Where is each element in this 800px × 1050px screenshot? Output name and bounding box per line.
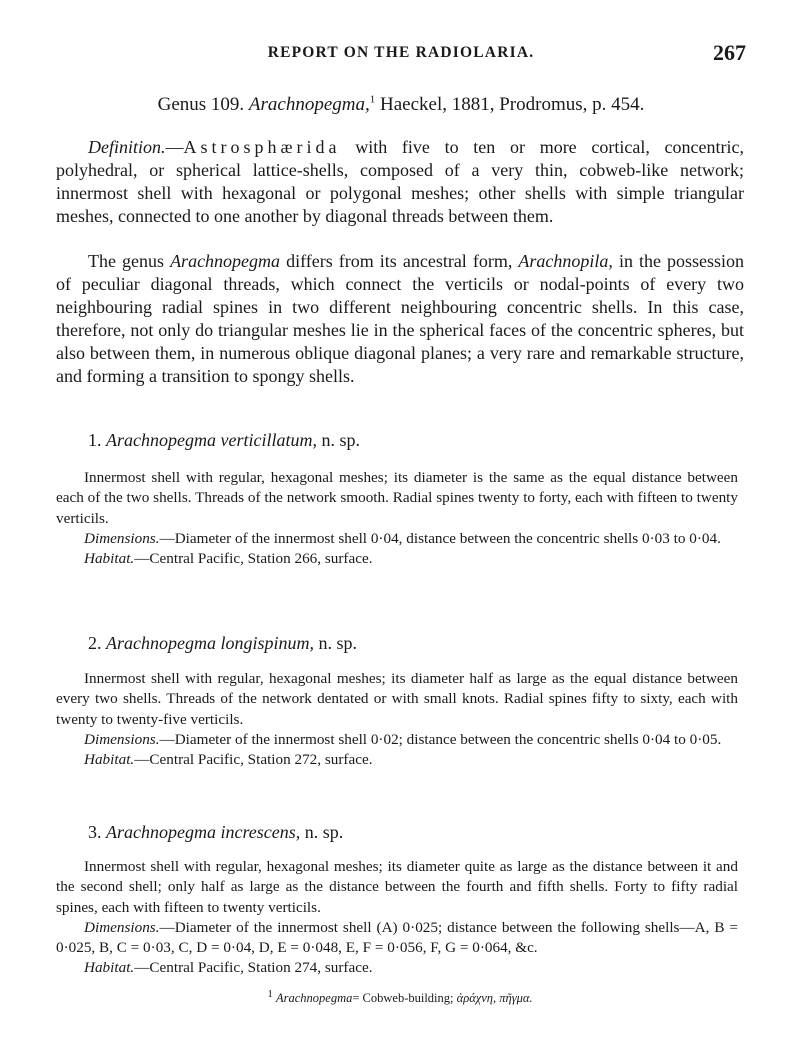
page-header <box>56 38 746 68</box>
page-number: 267 <box>713 40 746 65</box>
dimensions-label: Dimensions. <box>84 529 160 547</box>
dimensions-text: —Diameter of the innermost shell 0·02; distance between the concentric shells 0·04 to 0·05. <box>159 730 722 748</box>
definition-text: with five to ten or more cortical, concentric, polyhedral, or spherical lattice-shells, composed of a very thin, cobweb-like network; innermost shell with hexagonal or polygonal meshes; other shells with simple triangular meshes, connected to one another by diagonal threads between them. <box>56 137 744 226</box>
species-heading <box>88 633 357 654</box>
remarks-genus-name: Arachnopegma <box>170 251 281 271</box>
species-dimensions <box>56 918 738 959</box>
remarks-mid: differs from its ancestral form, <box>286 251 513 271</box>
species-description: Innermost shell with regular, hexagonal meshes; its diameter is the same as the equal distance between each of the two shells. Threads of the network smooth. Radial spines twenty to forty, each with fifteen to twenty verticils. <box>56 469 738 527</box>
footnote <box>0 987 800 1006</box>
species-description: Innermost shell with regular, hexagonal meshes; its diameter quite as large as the distance between it and the second shell; only half as large as the distance between the fourth and fifth shells. Forty to fifty radial spines, each with fifteen to twenty verticils. <box>56 858 738 916</box>
species-dimensions <box>56 529 738 549</box>
dimensions-text: —Diameter of the innermost shell (A) 0·025; distance between the following shells—A, B = 0·025, B, C = 0·03, C, D = 0·04, D, E = 0·048, E, F = 0·056, F, G = 0·064, &c. <box>56 918 738 957</box>
remarks-ancestor: Arachnopila, <box>518 251 613 271</box>
genus-prefix: Genus 109. <box>157 94 245 115</box>
species-suffix: n. sp. <box>321 430 360 450</box>
footnote-greek: ἀράχνη, πῆγμα. <box>456 991 533 1005</box>
footnote-text: = Cobweb-building; <box>352 991 454 1005</box>
remarks-rest: in the possession of peculiar diagonal threads, which connect the verticils or nodal-points of every two neighbouring radial spines in two different neighbouring concentric shells. In this case, therefore, not only do triangular meshes lie in the spherical faces of the concentric spheres, but also between them, in numerous oblique diagonal planes; a very rare and remarkable structure, and forming a transition to spongy shells. <box>56 251 745 386</box>
species-description: Innermost shell with regular, hexagonal meshes; its diameter half as large as the equal distance between every two shells. Threads of the network dentated or with small knots. Radial spines fifty to sixty, each with twenty to twenty-five verticils. <box>56 670 738 728</box>
species-description-block <box>56 468 738 569</box>
species-heading <box>88 430 360 451</box>
species-description-block <box>56 669 738 770</box>
dimensions-label: Dimensions. <box>84 730 160 748</box>
species-suffix: n. sp. <box>304 822 344 842</box>
species-suffix: n. sp. <box>318 633 357 653</box>
habitat-label: Habitat. <box>84 959 135 977</box>
genus-name: Arachnopegma, <box>248 94 370 115</box>
habitat-text: —Central Pacific, Station 272, surface. <box>134 751 373 769</box>
species-habitat <box>56 958 738 978</box>
habitat-text: —Central Pacific, Station 274, surface. <box>134 959 373 977</box>
footnote-number: 1 <box>267 987 273 1000</box>
remarks-paragraph <box>56 250 744 388</box>
definition-paragraph <box>56 136 744 228</box>
species-number: 3. <box>88 822 102 842</box>
definition-dash: — <box>165 137 184 157</box>
species-dimensions <box>56 730 738 750</box>
species-habitat <box>56 750 738 770</box>
remarks-lead: The genus <box>88 251 165 271</box>
dimensions-label: Dimensions. <box>84 918 160 936</box>
running-title: REPORT ON THE RADIOLARIA. <box>267 44 535 61</box>
species-habitat <box>56 549 738 569</box>
definition-label: Definition. <box>88 137 166 157</box>
habitat-label: Habitat. <box>84 550 135 568</box>
definition-group: Astrosphærida <box>183 137 341 157</box>
habitat-label: Habitat. <box>84 751 135 769</box>
habitat-text: —Central Pacific, Station 266, surface. <box>134 550 373 568</box>
genus-heading <box>56 94 746 116</box>
species-number: 1. <box>88 430 102 450</box>
species-description-block <box>56 857 738 979</box>
species-heading <box>88 822 343 843</box>
genus-citation: Haeckel, 1881, Prodromus, p. 454. <box>380 94 645 115</box>
footnote-mark: 1 <box>369 93 376 106</box>
species-name: Arachnopegma increscens, <box>106 822 301 842</box>
footnote-term: Arachnopegma <box>275 991 353 1005</box>
species-number: 2. <box>88 633 102 653</box>
dimensions-text: —Diameter of the innermost shell 0·04, distance between the concentric shells 0·03 to 0·04. <box>159 529 721 547</box>
species-name: Arachnopegma longispinum, <box>106 633 314 653</box>
species-name: Arachnopegma verticillatum, <box>106 430 317 450</box>
